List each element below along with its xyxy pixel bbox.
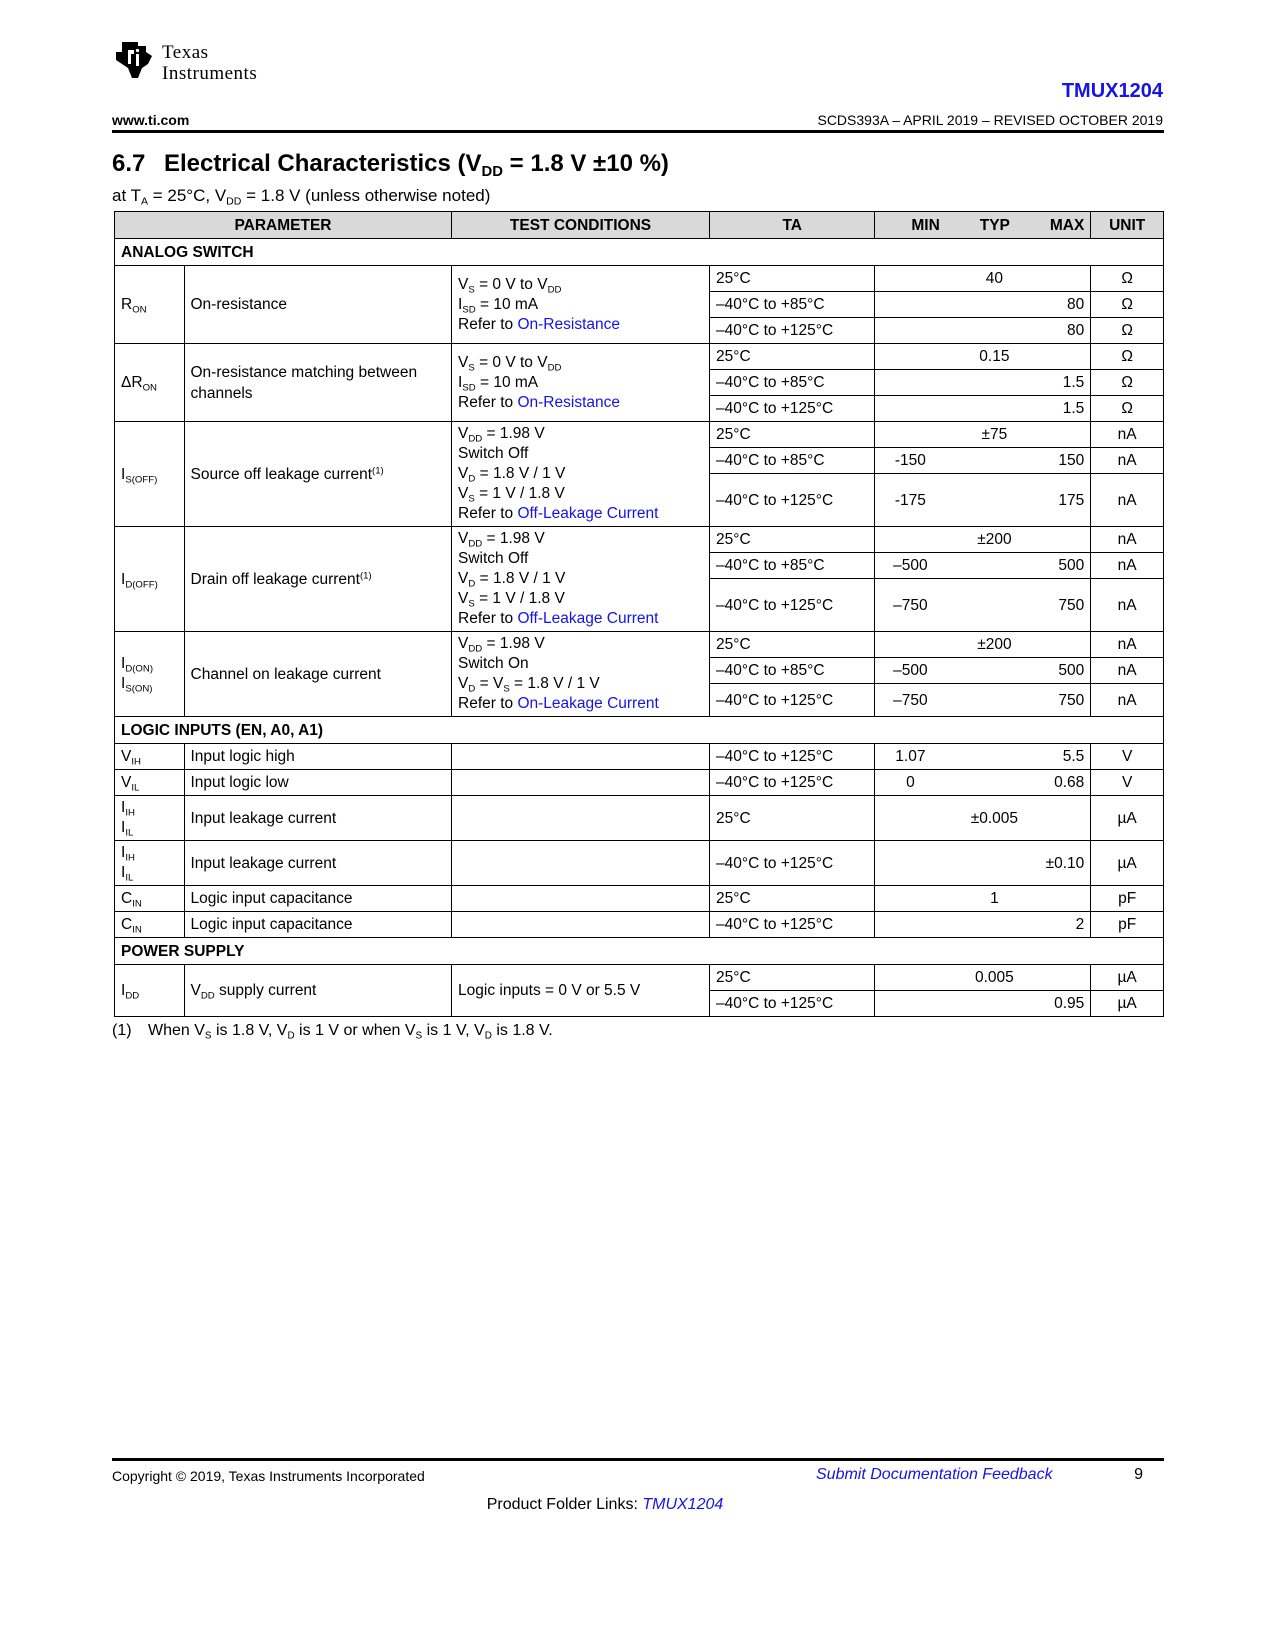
- header-ta: TA: [710, 212, 875, 239]
- value-cell: –500 500: [875, 658, 1091, 684]
- unit-cell: V: [1091, 744, 1164, 770]
- param-description: Logic input capacitance: [184, 912, 452, 938]
- ta-cell: 25°C: [710, 796, 875, 841]
- test-conditions-cell: [452, 796, 710, 841]
- unit-cell: nA: [1091, 448, 1164, 474]
- ta-cell: –40°C to +125°C: [710, 396, 875, 422]
- submit-feedback-link[interactable]: Submit Documentation Feedback: [816, 1466, 1053, 1483]
- ta-cell: –40°C to +85°C: [710, 658, 875, 684]
- ta-cell: 25°C: [710, 886, 875, 912]
- ta-cell: 25°C: [710, 422, 875, 448]
- header-min-typ-max: [875, 212, 1091, 239]
- ta-cell: 25°C: [710, 965, 875, 991]
- param-symbol: $\Delta R_{ON}$: [115, 344, 185, 422]
- section-title: [112, 150, 669, 181]
- header-max: MAX: [1049, 216, 1085, 234]
- table-header-row: [115, 212, 1164, 239]
- value-cell: ±0.10: [875, 841, 1091, 886]
- value-cell: 0 0.68: [875, 770, 1091, 796]
- footnote: (1) When $V_S$ is 1.8 V, $V_D$ is 1 V or when $V_S$ is 1 V, $V_D$ is 1.8 V.: [112, 1022, 553, 1042]
- folder-label: Product Folder Links:: [486, 1496, 643, 1513]
- value-cell: ±75: [875, 422, 1091, 448]
- test-conditions-cell: [452, 744, 710, 770]
- param-symbol: $R_{ON}$: [115, 266, 185, 344]
- unit-cell: nA: [1091, 422, 1164, 448]
- param-symbol: $I_{S(OFF)}$: [115, 422, 185, 527]
- header-min: MIN: [911, 216, 940, 234]
- table-row: [115, 796, 1164, 841]
- ta-cell: –40°C to +85°C: [710, 370, 875, 396]
- cond-text: = 25°C, V: [148, 186, 227, 205]
- unit-cell: µA: [1091, 965, 1164, 991]
- ta-cell: –40°C to +125°C: [710, 474, 875, 527]
- conditions-note: [112, 186, 490, 206]
- unit-cell: nA: [1091, 684, 1164, 717]
- unit-cell: pF: [1091, 886, 1164, 912]
- table-row: [115, 632, 1164, 658]
- value-cell: ±200: [875, 527, 1091, 553]
- test-conditions-cell: [452, 886, 710, 912]
- value-cell: 1: [875, 886, 1091, 912]
- footnote-number: (1): [112, 1022, 132, 1039]
- ta-cell: –40°C to +125°C: [710, 770, 875, 796]
- value-cell: 0.95: [875, 991, 1091, 1017]
- table-row: [115, 841, 1164, 886]
- logo-text-instruments: Instruments: [162, 63, 258, 84]
- header-typ: TYP: [979, 216, 1010, 234]
- header-test-conditions: TEST CONDITIONS: [452, 212, 710, 239]
- unit-cell: Ω: [1091, 318, 1164, 344]
- off-leakage-current-link[interactable]: Off-Leakage Current: [517, 610, 659, 627]
- param-description: Drain off leakage current$^{(1)}$: [184, 527, 452, 632]
- ta-cell: 25°C: [710, 632, 875, 658]
- off-leakage-current-link[interactable]: Off-Leakage Current: [517, 505, 659, 522]
- doc-number: SCDS393A – APRIL 2019 – REVISED OCTOBER 2019: [817, 112, 1163, 128]
- section-number: 6.7: [112, 150, 146, 177]
- doc-title-link[interactable]: TMUX1204: [1061, 80, 1163, 102]
- test-conditions-cell: [452, 912, 710, 938]
- ta-cell: –40°C to +125°C: [710, 744, 875, 770]
- table-row: [115, 965, 1164, 991]
- ta-cell: –40°C to +125°C: [710, 579, 875, 632]
- table-row: [115, 744, 1164, 770]
- param-symbol: $I_{IH}$ $I_{IL}$: [115, 841, 185, 886]
- ta-cell: 25°C: [710, 527, 875, 553]
- param-description: Source off leakage current$^{(1)}$: [184, 422, 452, 527]
- section-row-power-supply: POWER SUPPLY: [115, 938, 1164, 965]
- unit-cell: µA: [1091, 841, 1164, 886]
- value-cell: 40: [875, 266, 1091, 292]
- value-cell: -175 175: [875, 474, 1091, 527]
- test-conditions-cell: $V_S = 0$ V to $V_{DD}$ $I_{SD} = 10$ mA Refer to On-Resistance: [452, 266, 710, 344]
- value-cell: 1.5: [875, 396, 1091, 422]
- header-unit: UNIT: [1091, 212, 1164, 239]
- param-description: Logic input capacitance: [184, 886, 452, 912]
- ta-cell: –40°C to +125°C: [710, 912, 875, 938]
- test-conditions-cell: $V_{DD} = 1.98$ V Switch On $V_D = V_S = 1.8$ V / 1 V Refer to On-Leakage Current: [452, 632, 710, 717]
- param-symbol: $C_{IN}$: [115, 886, 185, 912]
- unit-cell: V: [1091, 770, 1164, 796]
- value-cell: -150 150: [875, 448, 1091, 474]
- unit-cell: nA: [1091, 658, 1164, 684]
- section-title-text-end: = 1.8 V ±10 %): [503, 150, 669, 177]
- site-url[interactable]: www.ti.com: [112, 112, 190, 128]
- table-row: [115, 770, 1164, 796]
- value-cell: 1.07 5.5: [875, 744, 1091, 770]
- value-cell: ±200: [875, 632, 1091, 658]
- section-row-analog-switch: ANALOG SWITCH: [115, 239, 1164, 266]
- ta-cell: –40°C to +85°C: [710, 553, 875, 579]
- section-row-logic-inputs: LOGIC INPUTS (EN, A0, A1): [115, 717, 1164, 744]
- param-description: Channel on leakage current: [184, 632, 452, 717]
- section-title-sub: DD: [481, 164, 503, 181]
- unit-cell: Ω: [1091, 266, 1164, 292]
- test-conditions-cell: $V_{DD} = 1.98$ V Switch Off $V_D = 1.8$ V / 1 V $V_S = 1$ V / 1.8 V Refer to Off-Leakage Current: [452, 527, 710, 632]
- param-symbol: $V_{IL}$: [115, 770, 185, 796]
- test-conditions-cell: [452, 841, 710, 886]
- unit-cell: nA: [1091, 527, 1164, 553]
- unit-cell: nA: [1091, 553, 1164, 579]
- ti-logo-icon: [112, 38, 156, 82]
- test-conditions-cell: $V_S = 0$ V to $V_{DD}$ $I_{SD} = 10$ mA Refer to On-Resistance: [452, 344, 710, 422]
- value-cell: 80: [875, 318, 1091, 344]
- unit-cell: Ω: [1091, 292, 1164, 318]
- test-conditions-cell: $V_{DD} = 1.98$ V Switch Off $V_D = 1.8$ V / 1 V $V_S = 1$ V / 1.8 V Refer to Off-Leakage Current: [452, 422, 710, 527]
- param-description: $V_{DD}$ supply current: [184, 965, 452, 1017]
- unit-cell: Ω: [1091, 370, 1164, 396]
- unit-cell: µA: [1091, 991, 1164, 1017]
- footer-rule: [112, 1458, 1164, 1461]
- copyright: Copyright © 2019, Texas Instruments Incorporated: [112, 1468, 425, 1484]
- cond-sub: A: [140, 195, 149, 208]
- cond-text: at T: [112, 186, 141, 205]
- value-cell: 0.15: [875, 344, 1091, 370]
- cond-sub: DD: [226, 195, 242, 208]
- param-symbol: $I_{IH}$ $I_{IL}$: [115, 796, 185, 841]
- ta-cell: –40°C to +125°C: [710, 841, 875, 886]
- on-resistance-link[interactable]: On-Resistance: [517, 393, 620, 411]
- param-symbol: $I_{D(OFF)}$: [115, 527, 185, 632]
- param-description: Input leakage current: [184, 841, 452, 886]
- value-cell: 1.5: [875, 370, 1091, 396]
- ta-cell: –40°C to +125°C: [710, 684, 875, 717]
- cond-text: = 1.8 V (unless otherwise noted): [241, 186, 491, 205]
- table-row: [115, 266, 1164, 292]
- on-leakage-current-link[interactable]: On-Leakage Current: [517, 695, 659, 712]
- logo-text-texas: Texas: [162, 42, 209, 63]
- param-symbol: $C_{IN}$: [115, 912, 185, 938]
- param-description: Input logic high: [184, 744, 452, 770]
- param-description: On-resistance matching between channels: [184, 344, 452, 422]
- electrical-characteristics-table: [114, 211, 1164, 1017]
- param-description: Input logic low: [184, 770, 452, 796]
- header-parameter: PARAMETER: [115, 212, 452, 239]
- ta-cell: –40°C to +125°C: [710, 991, 875, 1017]
- value-cell: 2: [875, 912, 1091, 938]
- unit-cell: nA: [1091, 474, 1164, 527]
- value-cell: –500 500: [875, 553, 1091, 579]
- param-symbol: $V_{IH}$: [115, 744, 185, 770]
- param-symbol: $I_{D(ON)}$ $I_{S(ON)}$: [115, 632, 185, 717]
- unit-cell: Ω: [1091, 344, 1164, 370]
- ta-cell: 25°C: [710, 266, 875, 292]
- value-cell: –750 750: [875, 579, 1091, 632]
- table-row: [115, 344, 1164, 370]
- unit-cell: Ω: [1091, 396, 1164, 422]
- param-description: Input leakage current: [184, 796, 452, 841]
- param-description: On-resistance: [184, 266, 452, 344]
- product-folder-link[interactable]: TMUX1204: [642, 1496, 724, 1513]
- value-cell: ±0.005: [875, 796, 1091, 841]
- header-rule: [112, 130, 1164, 133]
- ta-cell: –40°C to +125°C: [710, 318, 875, 344]
- unit-cell: nA: [1091, 632, 1164, 658]
- value-cell: –750 750: [875, 684, 1091, 717]
- ta-cell: –40°C to +85°C: [710, 292, 875, 318]
- test-conditions-cell: [452, 770, 710, 796]
- ta-cell: –40°C to +85°C: [710, 448, 875, 474]
- test-conditions-cell: Logic inputs = 0 V or 5.5 V: [452, 965, 710, 1017]
- section-title-text: Electrical Characteristics (V: [164, 150, 482, 177]
- unit-cell: pF: [1091, 912, 1164, 938]
- value-cell: 0.005: [875, 965, 1091, 991]
- page-number: 9: [1134, 1466, 1143, 1483]
- unit-cell: µA: [1091, 796, 1164, 841]
- param-symbol: $I_{DD}$: [115, 965, 185, 1017]
- table-row: [115, 422, 1164, 448]
- ta-cell: 25°C: [710, 344, 875, 370]
- table-row: [115, 912, 1164, 938]
- on-resistance-link[interactable]: On-Resistance: [517, 315, 620, 333]
- value-cell: 80: [875, 292, 1091, 318]
- table-row: [115, 527, 1164, 553]
- table-row: [115, 886, 1164, 912]
- product-folder-links: [0, 1496, 1210, 1514]
- unit-cell: nA: [1091, 579, 1164, 632]
- ti-logo: [112, 38, 312, 86]
